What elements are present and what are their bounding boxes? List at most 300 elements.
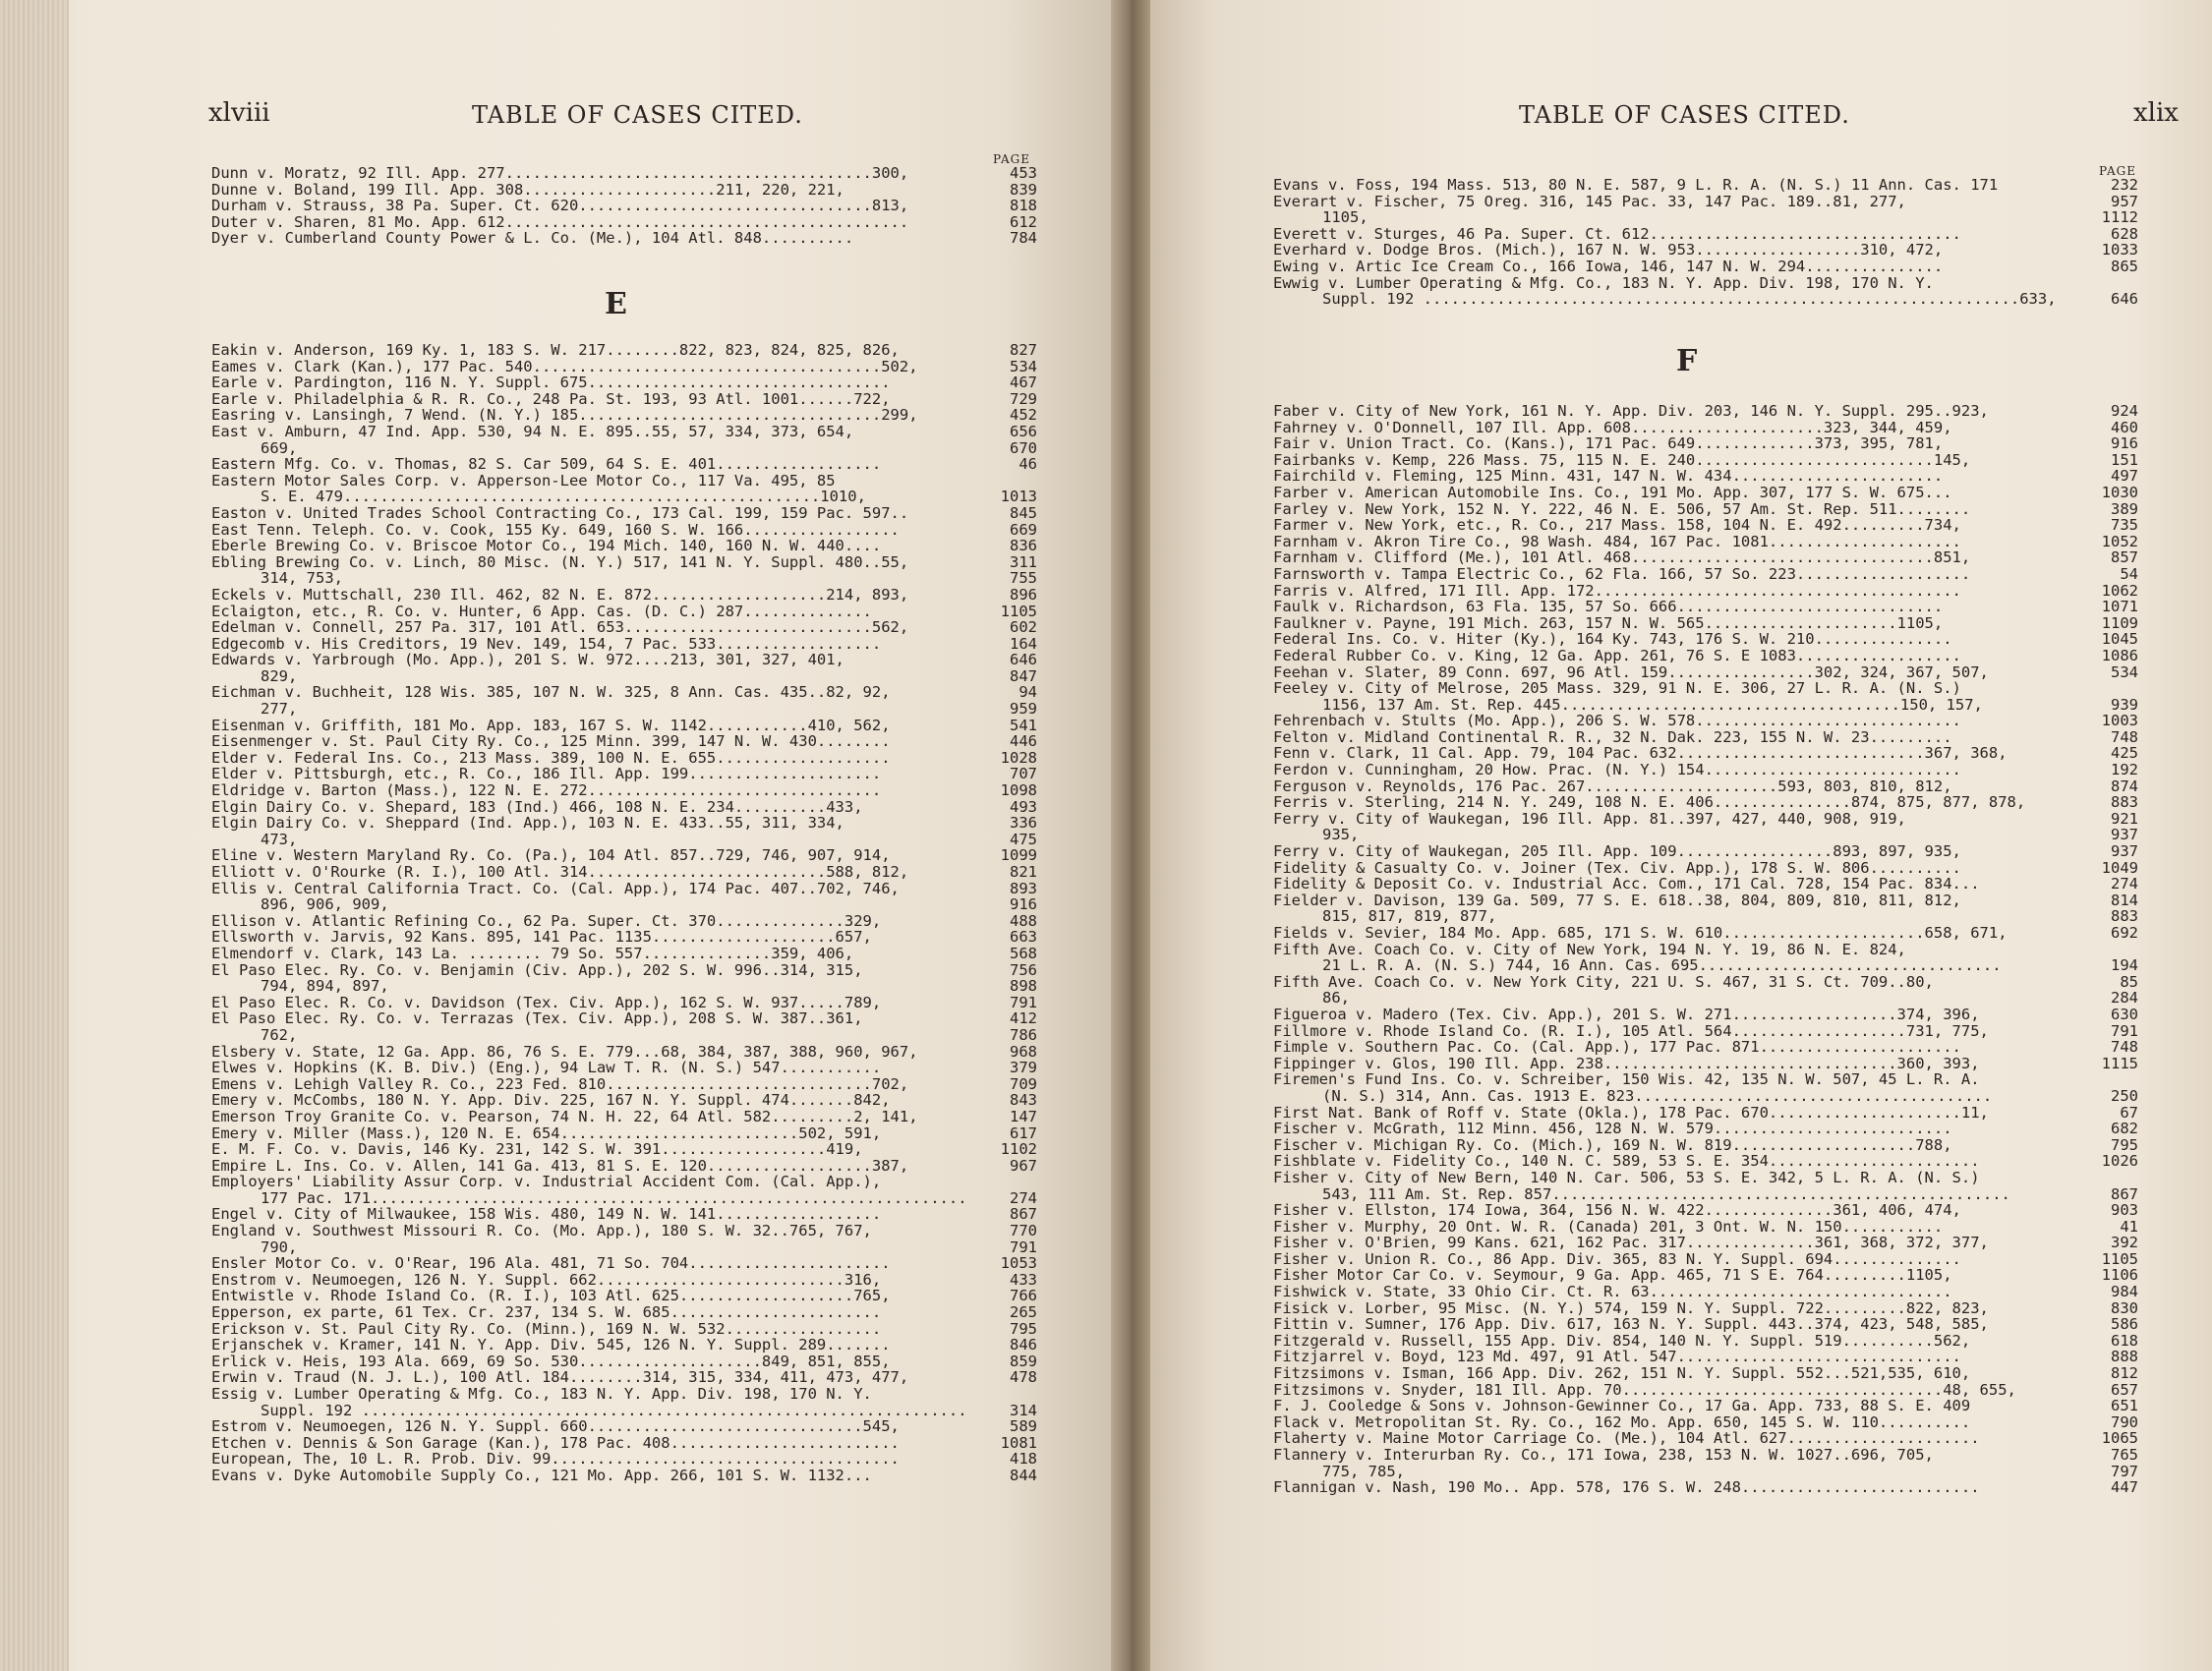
case-citation: Elgin Dairy Co. v. Shepard, 183 (Ind.) 466, 108 N. E. 234..........433,: [211, 797, 863, 816]
page-reference: 874: [2111, 777, 2138, 795]
case-citation: Ewwig v. Lumber Operating & Mfg. Co., 183 N. Y. App. Div. 198, 170 N. Y.: [1273, 273, 1934, 292]
case-citation: 543, 111 Am. St. Rep. 857..................................................: [1322, 1184, 2010, 1203]
case-citation: El Paso Elec. R. Co. v. Davidson (Tex. Civ. App.), 162 S. W. 937.....789,: [211, 993, 882, 1011]
case-entry: [1273, 1056, 2138, 1072]
page-reference: 67: [2120, 1103, 2138, 1122]
case-entry: [211, 1141, 1037, 1158]
case-citation: Fittin v. Sumner, 176 App. Div. 617, 163 N. Y. Suppl. 443..374, 423, 548, 585,: [1273, 1315, 1989, 1334]
case-citation: Etchen v. Dennis & Son Garage (Kan.), 178 Pac. 408.........................: [211, 1433, 900, 1452]
page-reference: 898: [1010, 977, 1037, 996]
case-entry: [211, 1109, 1037, 1125]
page-reference: 797: [2111, 1462, 2138, 1480]
case-citation: Entwistle v. Rhode Island Co. (R. I.), 103 Atl. 625...................765,: [211, 1287, 891, 1305]
case-citation: Farris v. Alfred, 171 Ill. App. 172........................................: [1273, 581, 1961, 600]
case-entry: [1273, 566, 2138, 583]
case-entry: [211, 214, 1037, 231]
case-entry: [211, 913, 1037, 930]
case-citation: Ensler Motor Co. v. O'Rear, 196 Ala. 481, 71 So. 704......................: [211, 1254, 891, 1273]
case-entry: [211, 359, 1037, 375]
case-entry: [211, 995, 1037, 1011]
case-entry: [1273, 648, 2138, 664]
page-column-label: PAGE: [2099, 164, 2136, 178]
page-reference: 755: [1010, 569, 1037, 588]
case-citation: (N. S.) 314, Ann. Cas. 1913 E. 823.......................................: [1322, 1086, 1993, 1105]
case-citation: Evans v. Dyke Automobile Supply Co., 121 Mo. App. 266, 101 S. W. 1132...: [211, 1466, 872, 1484]
case-entry: [211, 1451, 1037, 1468]
page-reference: 602: [1010, 618, 1037, 637]
case-entry: [211, 750, 1037, 767]
page-reference: 984: [2111, 1283, 2138, 1301]
case-entry: [211, 407, 1037, 424]
case-entry: [211, 896, 1037, 913]
case-citation: Emery v. Miller (Mass.), 120 N. E. 654..........................502, 591,: [211, 1124, 882, 1142]
case-citation: Everhard v. Dodge Bros. (Mich.), 167 N. W. 953..................310, 472,: [1273, 241, 1944, 259]
case-citation: Eakin v. Anderson, 169 Ky. 1, 183 S. W. 217........822, 823, 824, 825, 826,: [211, 341, 900, 359]
case-list-e: [211, 342, 1037, 1484]
case-citation: Farber v. American Automobile Ins. Co., 191 Mo. App. 307, 177 S. W. 675...: [1273, 483, 1952, 501]
case-entry: [1273, 420, 2138, 436]
case-citation: Flack v. Metropolitan St. Ry. Co., 162 Mo. App. 650, 145 S. W. 110..........: [1273, 1412, 1971, 1431]
case-citation: Fenn v. Clark, 11 Cal. App. 79, 104 Pac. 632...........................367, 368,: [1273, 744, 2008, 763]
page-reference: 857: [2111, 548, 2138, 567]
case-citation: Flannery v. Interurban Ry. Co., 171 Iowa, 238, 153 N. W. 1027..696, 705,: [1273, 1446, 1934, 1464]
case-citation: Eline v. Western Maryland Ry. Co. (Pa.), 104 Atl. 857..729, 746, 907, 914,: [211, 846, 891, 865]
case-entry: [1273, 1235, 2138, 1251]
page-reference: 651: [2111, 1397, 2138, 1415]
case-citation: Fimple v. Southern Pac. Co. (Cal. App.), 177 Pac. 871......................: [1273, 1038, 1961, 1057]
case-entry: [1273, 226, 2138, 243]
page-reference: 1086: [2101, 646, 2138, 664]
case-entry: [1273, 762, 2138, 778]
case-entry: [1273, 778, 2138, 795]
page-reference: 1105: [2101, 1249, 2138, 1268]
page-reference: 709: [1010, 1074, 1037, 1093]
page-reference: 250: [2111, 1086, 2138, 1105]
page-reference: 888: [2111, 1348, 2138, 1366]
case-entry: [1273, 745, 2138, 762]
page-reference: 893: [1010, 879, 1037, 897]
case-entry: [1273, 1267, 2138, 1284]
page-reference: 46: [1019, 455, 1037, 474]
page-reference: 939: [2111, 695, 2138, 714]
page-reference: 784: [1010, 229, 1037, 248]
page-number: xlix: [2133, 98, 2179, 128]
case-citation: Faulk v. Richardson, 63 Fla. 135, 57 So. 666.............................: [1273, 598, 1944, 616]
page-reference: 274: [2111, 875, 2138, 893]
page-reference: 94: [1019, 683, 1037, 702]
page-reference: 1049: [2101, 858, 2138, 877]
case-entry: [1273, 713, 2138, 729]
page-reference: 957: [2111, 192, 2138, 210]
case-entry: [1273, 209, 2138, 226]
case-entry: [1273, 811, 2138, 828]
case-entry: [1273, 275, 2138, 292]
case-citation: Enstrom v. Neumoegen, 126 N. Y. Suppl. 662...........................316,: [211, 1270, 882, 1289]
case-entry: [1273, 1300, 2138, 1317]
case-citation: Edwards v. Yarbrough (Mo. App.), 201 S. W. 972....213, 301, 327, 401,: [211, 651, 844, 669]
page-reference: 669: [1010, 520, 1037, 539]
case-entry: [1273, 517, 2138, 534]
case-citation: 815, 817, 819, 877,: [1322, 907, 1497, 926]
case-citation: F. J. Cooledge & Sons v. Johnson-Gewinner Co., 17 Ga. App. 733, 88 S. E. 409: [1273, 1397, 1971, 1415]
case-citation: 829,: [261, 666, 298, 685]
case-citation: Dunne v. Boland, 199 Ill. App. 308.....................211, 220, 221,: [211, 180, 844, 199]
case-citation: Erjanschek v. Kramer, 141 N. Y. App. Div. 545, 126 N. Y. Suppl. 289.......: [211, 1336, 891, 1354]
case-entry: [1273, 974, 2138, 991]
case-citation: Emens v. Lehigh Valley R. Co., 223 Fed. 810.............................702,: [211, 1074, 909, 1093]
page-reference: 847: [1010, 666, 1037, 685]
case-citation: Eisenmenger v. St. Paul City Ry. Co., 125 Minn. 399, 147 N. W. 430........: [211, 732, 891, 751]
case-citation: Epperson, ex parte, 61 Tex. Cr. 237, 134 S. W. 685.......................: [211, 1303, 882, 1322]
case-entry: [211, 978, 1037, 995]
case-entry: [211, 815, 1037, 832]
page-reference: 827: [1010, 341, 1037, 359]
case-entry: [211, 1255, 1037, 1272]
case-citation: Fisher v. Union R. Co., 86 App. Div. 365, 83 N. Y. Suppl. 694..............: [1273, 1249, 1961, 1268]
page-reference: 814: [2111, 891, 2138, 909]
case-entry: [1273, 177, 2138, 194]
case-entry: [211, 505, 1037, 522]
case-citation: Felton v. Midland Continental R. R., 32 N. Dak. 223, 155 N. W. 23.........: [1273, 727, 1952, 746]
case-entry: [211, 538, 1037, 554]
case-citation: 177 Pac. 171.................................................................: [261, 1188, 967, 1207]
case-citation: Fairbanks v. Kemp, 226 Mass. 75, 115 N. E. 240..........................145,: [1273, 450, 1971, 469]
case-entry: [1273, 1121, 2138, 1137]
page-reference: 791: [1010, 1238, 1037, 1256]
page-reference: 1112: [2101, 208, 2138, 227]
case-entry: [211, 733, 1037, 750]
page-reference: 467: [1010, 374, 1037, 392]
case-entry: [211, 1403, 1037, 1419]
case-entry: [1273, 794, 2138, 811]
case-citation: 762,: [261, 1025, 298, 1044]
page-reference: 568: [1010, 944, 1037, 962]
case-entry: [211, 652, 1037, 668]
case-citation: El Paso Elec. Ry. Co. v. Benjamin (Civ. App.), 202 S. W. 996..314, 315,: [211, 960, 863, 979]
case-entry: [1273, 1316, 2138, 1333]
case-citation: Suppl. 192 ..................................................................: [261, 1401, 967, 1419]
page-reference: 844: [1010, 1466, 1037, 1484]
page-reference: 534: [2111, 663, 2138, 681]
page-reference: 194: [2111, 956, 2138, 975]
running-header: TABLE OF CASES CITED.: [472, 101, 803, 129]
case-citation: 794, 894, 897,: [261, 977, 389, 996]
page-reference: 589: [1010, 1417, 1037, 1436]
page-reference: 1109: [2101, 613, 2138, 632]
page-reference: 54: [2120, 564, 2138, 583]
case-citation: Ferry v. City of Waukegan, 205 Ill. App. 109.................893, 897, 935,: [1273, 842, 1961, 861]
page-reference: 883: [2111, 907, 2138, 926]
case-entry: [1273, 957, 2138, 974]
case-citation: Fitzsimons v. Snyder, 181 Ill. App. 70...................................48, 655,: [1273, 1380, 2016, 1399]
case-entry: [1273, 435, 2138, 452]
case-citation: First Nat. Bank of Roff v. State (Okla.), 178 Pac. 670.....................11,: [1273, 1103, 1989, 1122]
case-citation: 935,: [1322, 826, 1360, 844]
case-entry: [1273, 729, 2138, 746]
page-reference: 1052: [2101, 532, 2138, 550]
case-entry: [211, 1190, 1037, 1207]
page-reference: 1003: [2101, 712, 2138, 730]
page-reference: 612: [1010, 212, 1037, 231]
page-reference: 418: [1010, 1450, 1037, 1469]
page-reference: 937: [2111, 842, 2138, 861]
case-entry: [1273, 1023, 2138, 1040]
case-citation: Essig v. Lumber Operating & Mfg. Co., 183 N. Y. App. Div. 198, 170 N. Y.: [211, 1385, 872, 1403]
case-citation: Fisher Motor Car Co. v. Seymour, 9 Ga. App. 465, 71 S E. 764.........1105,: [1273, 1266, 1952, 1285]
case-entry: [1273, 1464, 2138, 1480]
case-entry: [211, 1337, 1037, 1354]
case-entry: [1273, 631, 2138, 648]
page-reference: 903: [2111, 1201, 2138, 1220]
case-entry: [1273, 1349, 2138, 1365]
case-entry: [211, 1223, 1037, 1239]
case-citation: Farnham v. Akron Tire Co., 98 Wash. 484, 167 Pac. 1081.....................: [1273, 532, 1961, 550]
case-entry: [1273, 1137, 2138, 1154]
case-citation: Eckels v. Muttschall, 230 Ill. 462, 82 N. E. 872...................214, 893,: [211, 585, 909, 604]
page-reference: 478: [1010, 1368, 1037, 1387]
case-citation: Elliott v. O'Rourke (R. I.), 100 Atl. 314..........................588, 812,: [211, 863, 909, 881]
case-entry: [211, 701, 1037, 718]
case-citation: Federal Ins. Co. v. Hiter (Ky.), 164 Ky. 743, 176 S. W. 210...............: [1273, 630, 1952, 649]
case-entry: [1273, 925, 2138, 942]
case-citation: 314, 753,: [261, 569, 343, 588]
page-reference: 670: [1010, 438, 1037, 457]
page-reference: 646: [1010, 651, 1037, 669]
page-reference: 766: [1010, 1287, 1037, 1305]
case-entry: [211, 684, 1037, 701]
case-entry: [1273, 1039, 2138, 1056]
page-reference: 748: [2111, 727, 2138, 746]
page-reference: 147: [1010, 1107, 1037, 1125]
case-citation: Farley v. New York, 152 N. Y. 222, 46 N. E. 506, 57 Am. St. Rep. 511........: [1273, 499, 1971, 518]
case-entry: [1273, 1088, 2138, 1105]
case-citation: Easring v. Lansingh, 7 Wend. (N. Y.) 185.................................299,: [211, 406, 918, 425]
case-entry: [1273, 1071, 2138, 1088]
case-entry: [1273, 1382, 2138, 1399]
case-entry: [1273, 615, 2138, 632]
page-reference: 924: [2111, 402, 2138, 420]
page-reference: 657: [2111, 1380, 2138, 1399]
page-reference: 1062: [2101, 581, 2138, 600]
case-entry: [211, 554, 1037, 571]
case-entry: [1273, 1398, 2138, 1414]
case-entry: [211, 342, 1037, 359]
page-reference: 1065: [2101, 1429, 2138, 1448]
case-citation: Faber v. City of New York, 161 N. Y. App. Div. 203, 146 N. Y. Suppl. 295..923,: [1273, 402, 1989, 420]
case-entry: [211, 1174, 1037, 1190]
case-citation: Fishwick v. State, 33 Ohio Cir. Ct. R. 63.................................: [1273, 1283, 1952, 1301]
case-citation: Fillmore v. Rhode Island Co. (R. I.), 105 Atl. 564...................731, 775,: [1273, 1021, 1989, 1040]
case-citation: Edgecomb v. His Creditors, 19 Nev. 149, 154, 7 Pac. 533..................: [211, 634, 882, 653]
case-entry: [211, 881, 1037, 897]
page-reference: 846: [1010, 1336, 1037, 1354]
case-entry: [1273, 1414, 2138, 1431]
case-entry: [211, 1158, 1037, 1175]
case-entry: [211, 1092, 1037, 1109]
case-entry: [1273, 1186, 2138, 1203]
case-citation: Fehrenbach v. Stults (Mo. App.), 206 S. W. 578.............................: [1273, 712, 1961, 730]
page-reference: 460: [2111, 418, 2138, 436]
case-entry: [211, 1321, 1037, 1338]
case-entry: [211, 1418, 1037, 1435]
page-reference: 534: [1010, 357, 1037, 375]
case-citation: Fischer v. McGrath, 112 Minn. 456, 128 N. W. 579..........................: [1273, 1120, 1952, 1138]
page-reference: 921: [2111, 809, 2138, 828]
case-entry: [211, 604, 1037, 620]
case-citation: El Paso Elec. Ry. Co. v. Terrazas (Tex. Civ. App.), 208 S. W. 387..361,: [211, 1009, 863, 1028]
case-citation: Eclaigton, etc., R. Co. v. Hunter, 6 App. Cas. (D. C.) 287..............: [211, 602, 872, 620]
case-entry: [211, 962, 1037, 979]
page-reference: 630: [2111, 1005, 2138, 1023]
page-reference: 41: [2120, 1217, 2138, 1236]
page-reference: 192: [2111, 761, 2138, 779]
case-entry: [1273, 468, 2138, 485]
page-reference: 682: [2111, 1120, 2138, 1138]
page-reference: 488: [1010, 911, 1037, 930]
case-citation: Fair v. Union Tract. Co. (Kans.), 171 Pac. 649.............373, 395, 781,: [1273, 434, 1944, 453]
case-citation: Farmer v. New York, etc., R. Co., 217 Mass. 158, 104 N. E. 492.........734,: [1273, 516, 1961, 535]
case-entry: [1273, 942, 2138, 958]
case-entry: [1273, 599, 2138, 615]
case-entry: [211, 1272, 1037, 1289]
case-citation: Eldridge v. Barton (Mass.), 122 N. E. 272................................: [211, 781, 882, 800]
page-reference: 311: [1010, 552, 1037, 571]
case-citation: East v. Amburn, 47 Ind. App. 530, 94 N. E. 895..55, 57, 334, 373, 654,: [211, 422, 854, 440]
case-entry: [211, 522, 1037, 539]
page-reference: 493: [1010, 797, 1037, 816]
case-citation: E. M. F. Co. v. Davis, 146 Ky. 231, 142 S. W. 391..................419,: [211, 1140, 863, 1159]
case-list-e-cont: [1273, 177, 2138, 308]
page-edges: [0, 0, 69, 1671]
case-citation: Eastern Motor Sales Corp. v. Apperson-Lee Motor Co., 117 Va. 495, 85: [211, 471, 836, 490]
case-entry: [211, 1239, 1037, 1256]
page-reference: 265: [1010, 1303, 1037, 1322]
case-entry: [1273, 860, 2138, 877]
case-entry: [1273, 1479, 2138, 1496]
page-reference: 867: [2111, 1184, 2138, 1203]
case-citation: Ferry v. City of Waukegan, 196 Ill. App. 81..397, 427, 440, 908, 919,: [1273, 809, 1906, 828]
book-gutter: [1111, 0, 1150, 1671]
case-citation: Ewing v. Artic Ice Cream Co., 166 Iowa, 146, 147 N. W. 294...............: [1273, 257, 1944, 275]
case-citation: Fitzjarrel v. Boyd, 123 Md. 497, 91 Atl. 547...............................: [1273, 1348, 1961, 1366]
page-reference: 790: [2111, 1412, 2138, 1431]
page-reference: 1081: [1000, 1433, 1037, 1452]
case-citation: Everart v. Fischer, 75 Oreg. 316, 145 Pac. 33, 147 Pac. 189..81, 277,: [1273, 192, 1906, 210]
case-entry: [1273, 893, 2138, 909]
page-reference: 821: [1010, 863, 1037, 881]
case-citation: 86,: [1322, 989, 1350, 1008]
case-citation: Ellison v. Atlantic Refining Co., 62 Pa. Super. Ct. 370..............329,: [211, 911, 882, 930]
case-entry: [1273, 1251, 2138, 1268]
page-reference: 389: [2111, 499, 2138, 518]
page-reference: 812: [2111, 1364, 2138, 1383]
case-citation: Elwes v. Hopkins (K. B. Div.) (Eng.), 94 Law T. R. (N. S.) 547...........: [211, 1059, 882, 1077]
case-entry: [211, 636, 1037, 653]
page-reference: 446: [1010, 732, 1037, 751]
case-entry: [1273, 1430, 2138, 1447]
page-reference: 839: [1010, 180, 1037, 199]
page-reference: 859: [1010, 1352, 1037, 1370]
page-reference: 618: [2111, 1331, 2138, 1350]
case-citation: Fitzgerald v. Russell, 155 App. Div. 854, 140 N. Y. Suppl. 519..........562,: [1273, 1331, 1971, 1350]
page-reference: 770: [1010, 1222, 1037, 1240]
case-citation: Fifth Ave. Coach Co. v. New York City, 221 U. S. 467, 31 S. Ct. 709..80,: [1273, 972, 1934, 991]
page-reference: 692: [2111, 924, 2138, 942]
case-citation: 896, 906, 909,: [261, 895, 389, 914]
case-list-f: [1273, 403, 2138, 1496]
page-reference: 447: [2111, 1478, 2138, 1497]
case-citation: Dunn v. Moratz, 92 Ill. App. 277........................................300,: [211, 164, 909, 182]
case-citation: Fisher v. City of New Bern, 140 N. Car. 506, 53 S. E. 342, 5 L. R. A. (N. S.): [1273, 1168, 1980, 1186]
page-reference: 937: [2111, 826, 2138, 844]
case-citation: Fidelity & Deposit Co. v. Industrial Acc. Com., 171 Cal. 728, 154 Pac. 834...: [1273, 875, 1980, 893]
case-citation: Elder v. Pittsburgh, etc., R. Co., 186 Ill. App. 199.....................: [211, 765, 882, 783]
page-reference: 452: [1010, 406, 1037, 425]
case-entry: [211, 1354, 1037, 1370]
case-entry: [1273, 259, 2138, 275]
case-citation: Elsbery v. State, 12 Ga. App. 86, 76 S. E. 779...68, 384, 387, 388, 960, 967,: [211, 1042, 918, 1061]
case-entry: [211, 375, 1037, 391]
case-entry: [211, 766, 1037, 782]
page-reference: 646: [2111, 290, 2138, 309]
case-entry: [211, 587, 1037, 604]
case-citation: Faulkner v. Payne, 191 Mich. 263, 157 N. W. 565.....................1105,: [1273, 613, 1944, 632]
case-entry: [211, 1369, 1037, 1386]
page-reference: 541: [1010, 716, 1037, 734]
case-entry: [1273, 1219, 2138, 1236]
case-citation: European, The, 10 L. R. Prob. Div. 99......................................: [211, 1450, 900, 1469]
case-entry: [211, 570, 1037, 587]
case-citation: Eichman v. Buchheit, 128 Wis. 385, 107 N. W. 325, 8 Ann. Cas. 435..82, 92,: [211, 683, 891, 702]
page-reference: 867: [1010, 1205, 1037, 1224]
case-citation: Fidelity & Casualty Co. v. Joiner (Tex. Civ. App.), 178 S. W. 806..........: [1273, 858, 1961, 877]
page-reference: 748: [2111, 1038, 2138, 1057]
page-reference: 791: [2111, 1021, 2138, 1040]
section-letter: F: [1676, 344, 1698, 378]
case-citation: Emery v. McCombs, 180 N. Y. App. Div. 225, 167 N. Y. Suppl. 474.......842,: [211, 1091, 891, 1110]
case-citation: Ellis v. Central California Tract. Co. (Cal. App.), 174 Pac. 407..702, 746,: [211, 879, 900, 897]
case-entry: [1273, 1170, 2138, 1186]
page-reference: 1098: [1000, 781, 1037, 800]
case-citation: Elmendorf v. Clark, 143 La. ........ 79 So. 557..............359, 406,: [211, 944, 854, 962]
case-citation: Eastern Mfg. Co. v. Thomas, 82 S. Car 509, 64 S. E. 401..................: [211, 455, 882, 474]
case-entry: [1273, 583, 2138, 600]
case-citation: 1156, 137 Am. St. Rep. 445.....................................150, 157,: [1322, 695, 1983, 714]
page-reference: 1030: [2101, 483, 2138, 501]
case-citation: Ebling Brewing Co. v. Linch, 80 Misc. (N. Y.) 517, 141 N. Y. Suppl. 480..55,: [211, 552, 909, 571]
case-entry: [211, 1386, 1037, 1403]
case-citation: 1105,: [1322, 208, 1368, 227]
case-entry: [1273, 291, 2138, 308]
case-entry: [211, 473, 1037, 490]
case-entry: [1273, 534, 2138, 550]
case-citation: Engel v. City of Milwaukee, 158 Wis. 480, 149 N. W. 141..................: [211, 1205, 882, 1224]
case-citation: Fishblate v. Fidelity Co., 140 N. C. 589, 53 S. E. 354.......................: [1273, 1152, 1980, 1171]
page-reference: 314: [1010, 1401, 1037, 1419]
page-reference: 379: [1010, 1059, 1037, 1077]
case-citation: Everett v. Sturges, 46 Pa. Super. Ct. 612..................................: [1273, 224, 1961, 243]
case-entry: [211, 782, 1037, 799]
case-citation: Fairchild v. Fleming, 125 Minn. 431, 147 N. W. 434.......................: [1273, 467, 1944, 486]
case-entry: [211, 165, 1037, 182]
case-entry: [1273, 680, 2138, 697]
case-entry: [1273, 843, 2138, 860]
case-entry: [211, 668, 1037, 685]
case-entry: [211, 198, 1037, 214]
case-entry: [211, 440, 1037, 457]
case-citation: Federal Rubber Co. v. King, 12 Ga. App. 261, 76 S. E 1083..................: [1273, 646, 1961, 664]
case-citation: Farnham v. Clifford (Me.), 101 Atl. 468.................................851,: [1273, 548, 1971, 567]
